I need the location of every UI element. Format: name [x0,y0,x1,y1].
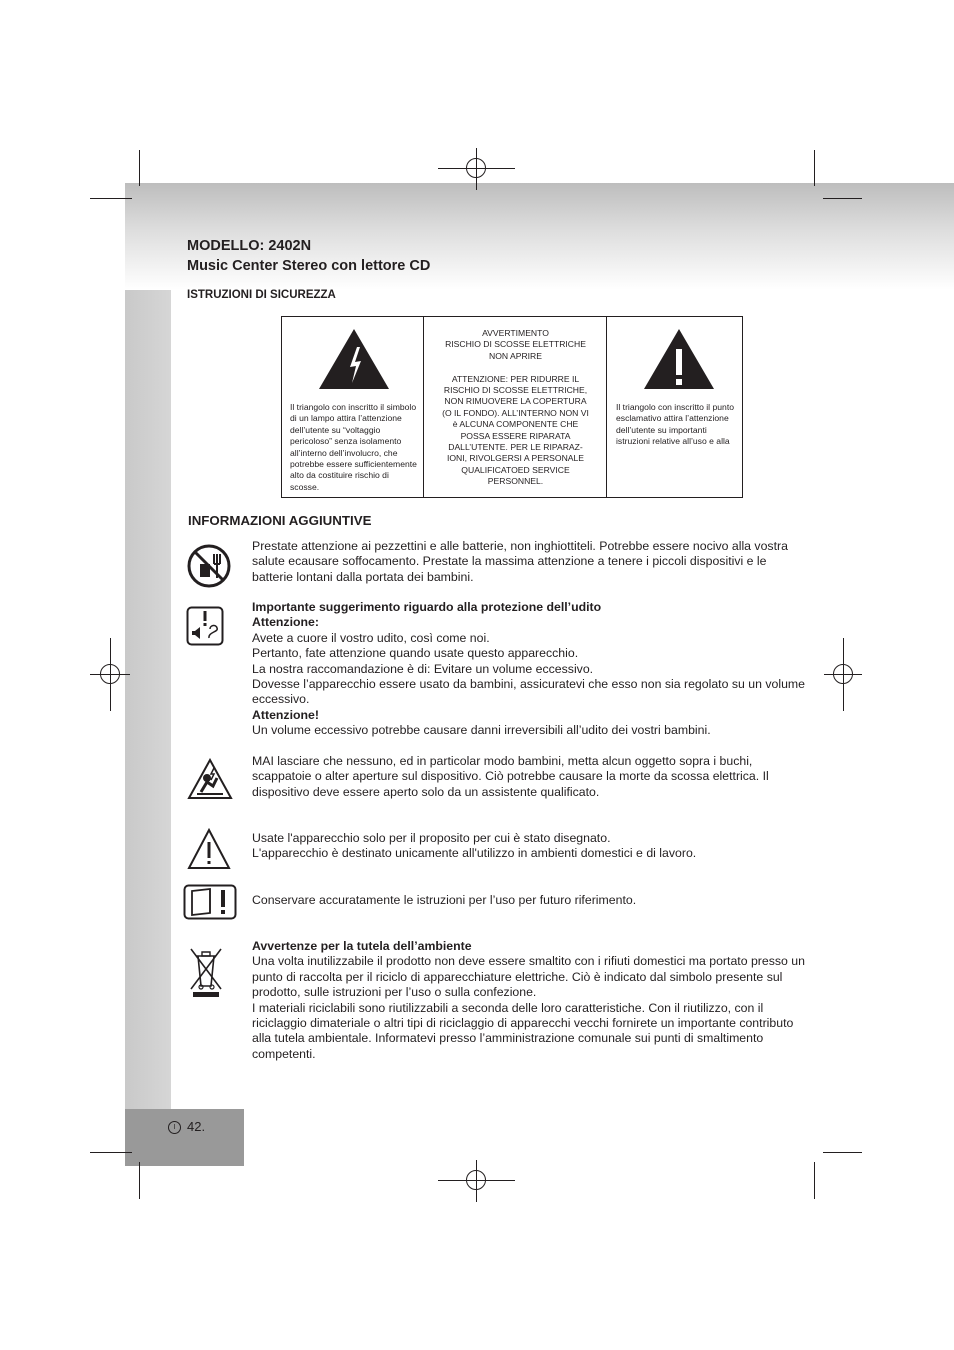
page-number-box [125,1109,244,1166]
warning-cell-center [424,317,607,497]
crop-mark [814,150,815,186]
product-title: Music Center Stereo con lettore CD [187,258,431,274]
hearing-last: Un volume eccessivo potrebbe causare danni irreversibili all’udito dei vostri bambini. [252,723,711,738]
usage-line: Usate l'apparecchio solo per il proposito per cui è stato disegnato. [252,831,611,845]
side-strip [125,290,171,1110]
environment-section [252,939,808,1062]
usage-line: L'apparecchio è destinato unicamente all'utilizzo in ambienti domestici e di lavoro. [252,846,697,861]
environment-title: Avvertenze per la tutela dell’ambiente [252,939,472,953]
crop-mark [823,198,862,199]
registration-circle [466,158,486,178]
hearing-section [252,600,808,739]
hearing-attention-2: Attenzione! [252,707,319,722]
crop-mark [139,1162,140,1199]
shock-symbol-text: Il triangolo con inscritto il simbolo di un lampo attira l’attenzione dell’utente su “voltaggio pericoloso” senza isolamento all’interno dell’involucro, che potrebbe essere sufficientemente alto da costituire rischio di scosse. [290,402,417,492]
page-title [187,236,430,276]
hearing-title: Importante suggerimento riguardo alla protezione dell’udito [252,600,602,614]
crop-mark [90,198,132,199]
crop-mark [814,1162,815,1199]
manual-book-icon [183,884,237,920]
exclamation-symbol-text: Il triangolo con inscritto il punto esclamativo attira l’attenzione dell’utente su importanti istruzioni relative all’uso e alla [616,402,734,447]
warning-triangle-icon [187,828,231,870]
exclamation-triangle-icon [642,327,716,391]
environment-paragraph: I materiali riciclabili sono riutilizzabili a seconda delle loro caratteristiche. Con il riutilizzo, con il riciclaggio dimateriale o altri tipi di riciclaggio di apparecchi vecchi fornirete un importante contributo alla tutela ambientale. Informatevi presso l’amministrazione comunale sui punti di smaltimento competenti. [252,1000,794,1061]
registration-circle [466,1170,486,1190]
hearing-line: Avete a cuore il vostro udito, così come noi. [252,630,490,645]
hearing-line: Dovesse l’apparecchio essere usato da bambini, assicuratevi che esso non sia regolato su un volume eccessivo. [252,677,805,707]
warning-table [281,316,743,498]
usage-section [252,831,808,862]
warning-center-text: AVVERTIMENTO RISCHIO DI SCOSSE ELETTRICHE NON APRIRE ATTENZIONE: PER RIDURRE IL RISCHIO DI SCOSSE ELETTRICHE, NON RIMUOVERE LA COPERTURA (O IL FONDO). ALL’INTERNO NON VI è ALCUNA COMPONENTE CHE POSSA ESSERE RIPARATA DALL’UTENTE. PER LE RIPARAZ- IONI, RIVOLGERSI A PERSONALE QUALIFICATOED SERVICE PERSONNEL. [442,328,589,487]
crop-mark [90,1152,132,1153]
hearing-protection-icon [186,606,224,646]
no-swallow-icon [187,544,231,588]
lightning-triangle-icon [317,327,391,391]
choking-warning: Prestate attenzione ai pezzettini e alle batterie, non inghiottiteli. Potrebbe essere nocivo alla vostra salute ecausare soffocamento. Prestate la massima attenzione a tenere i piccoli dispositivi e le batterie lontani dalla portata dei bambini. [252,539,788,584]
page-number-text: 42. [187,1119,206,1134]
page-number [168,1119,205,1134]
registration-circle [833,664,853,684]
environment-paragraph: Una volta inutilizzabile il prodotto non deve essere smaltito con i rifiuti domestici ma portato presso un punto di raccolta per il riciclo di apparecchiature elettriche. Ciò è indicato dal simbolo presente sul prodotto, sulle istruzioni per l’uso o sulla confezione. [252,954,805,1000]
crop-mark [139,150,140,186]
info-heading: INFORMAZIONI AGGIUNTIVE [188,513,372,528]
language-marker: I [168,1121,181,1134]
weee-bin-icon [188,946,224,998]
crop-mark [823,1152,862,1153]
hearing-line: Pertanto, fate attenzione quando usate questo apparecchio. [252,646,579,661]
safety-heading: ISTRUZIONI DI SICUREZZA [187,289,336,301]
warning-cell-shock [282,317,424,497]
electric-shock-icon [187,758,233,800]
shock-warning: MAI lasciare che nessuno, ed in particolar modo bambini, metta alcun oggetto sopra i buchi, scappatoie o alter aperture sul dispositivo. Ciò potrebbe causare la morte da scossa elettrica. Il dispositivo deve essere aperto solo da un assistente qualificato. [252,754,769,799]
model-title: MODELLO: 2402N [187,238,312,254]
registration-circle [100,664,120,684]
hearing-line: La nostra raccomandazione è di: Evitare un volume eccessivo. [252,661,594,676]
manual-note: Conservare accuratamente le istruzioni per l’uso per futuro riferimento. [252,893,637,907]
warning-cell-exclamation [607,317,742,497]
hearing-attention-1: Attenzione: [252,615,319,630]
